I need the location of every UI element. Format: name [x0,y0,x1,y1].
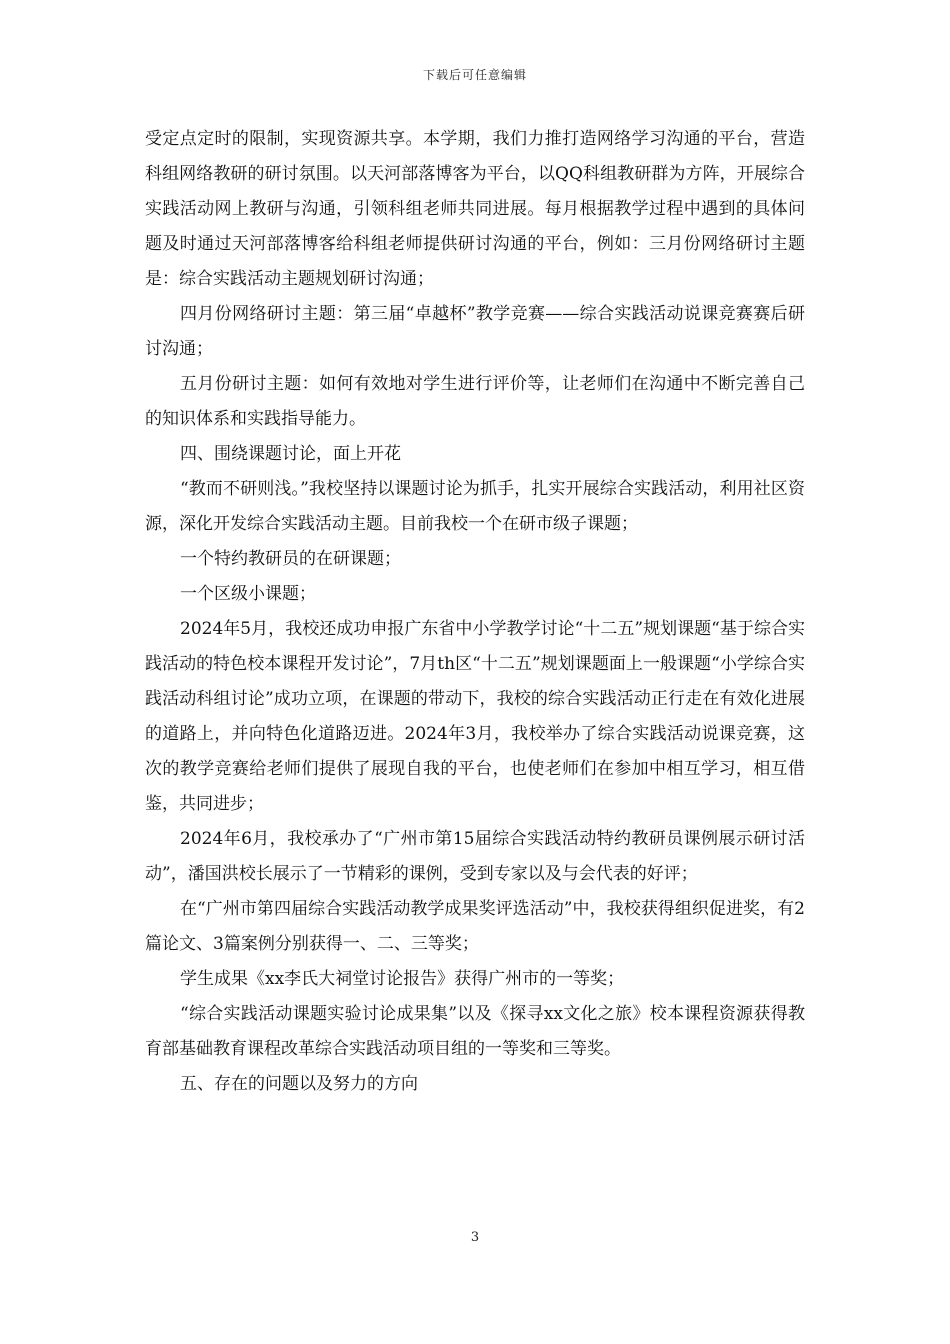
paragraph-8: 2024年5月，我校还成功申报广东省中小学教学讨论“十二五”规划课题“基于综合实践活动的特色校本课程开发讨论”，7月th区“十二五”规划课题面上一般课题“小学综合实践活动科组讨论”成功立项，在课题的带动下，我校的综合实践活动正行走在有效化进展的道路上，并向特色化道路迈进。2024年3月，我校举办了综合实践活动说课竞赛，这次的教学竞赛给老师们提供了展现自我的平台，也使老师们在参加中相互学习，相互借鉴，共同进步； [145,619,805,814]
section-heading-4: 四、围绕课题讨论，面上开花 [180,444,401,464]
paragraph-9: 2024年6月，我校承办了“广州市第15届综合实践活动特约教研员课例展示研讨活动”，潘国洪校长展示了一节精彩的课例，受到专家以及与会代表的好评； [145,829,805,884]
paragraph-7: 一个区级小课题； [180,584,316,604]
paragraph-5: “教而不研则浅。”我校坚持以课题讨论为抓手，扎实开展综合实践活动，利用社区资源，深化开发综合实践活动主题。目前我校一个在研市级子课题； [145,479,805,534]
paragraph-2: 四月份网络研讨主题：第三届“卓越杯”教学竞赛——综合实践活动说课竞赛赛后研讨沟通； [145,304,805,359]
document-body [145,122,805,1102]
paragraph-10: 在“广州市第四届综合实践活动教学成果奖评选活动”中，我校获得组织促进奖，有2篇论文、3篇案例分别获得一、二、三等奖； [145,899,805,954]
paragraph-11: 学生成果《xx李氏大祠堂讨论报告》获得广州市的一等奖； [180,969,625,989]
page-header: 下载后可任意编辑 [422,68,527,82]
section-heading-5: 五、存在的问题以及努力的方向 [180,1074,418,1094]
paragraph-3: 五月份研讨主题：如何有效地对学生进行评价等，让老师们在沟通中不断完善自己的知识体系和实践指导能力。 [145,374,805,429]
page-number: 3 [470,1230,480,1245]
paragraph-12: “综合实践活动课题实验讨论成果集”以及《探寻xx文化之旅》校本课程资源获得教育部基础教育课程改革综合实践活动项目组的一等奖和三等奖。 [145,1004,805,1059]
paragraph-1: 受定点定时的限制，实现资源共享。本学期，我们力推打造网络学习沟通的平台，营造科组网络教研的研讨氛围。以天河部落博客为平台，以QQ科组教研群为方阵，开展综合实践活动网上教研与沟通，引领科组老师共同进展。每月根据教学过程中遇到的具体问题及时通过天河部落博客给科组老师提供研讨沟通的平台，例如：三月份网络研讨主题是：综合实践活动主题规划研讨沟通； [145,129,805,289]
paragraph-6: 一个特约教研员的在研课题； [180,549,401,569]
